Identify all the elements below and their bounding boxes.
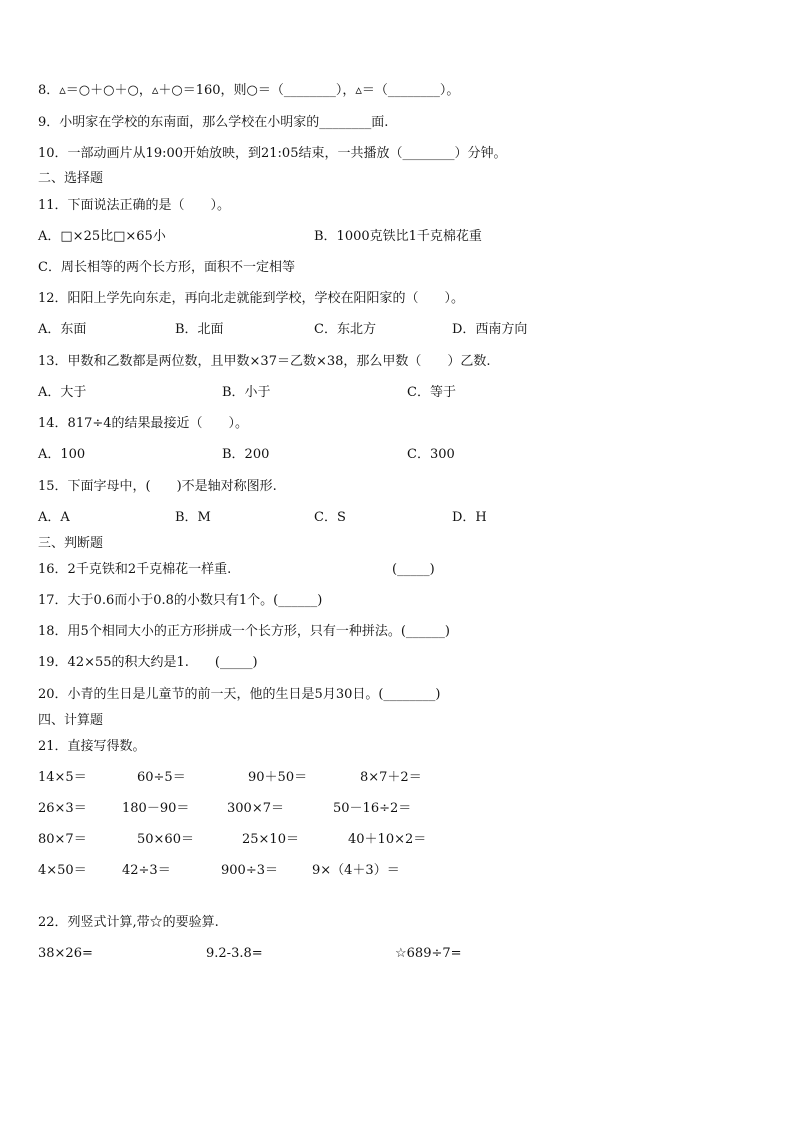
q13-option-a: A．大于	[38, 385, 87, 400]
q14-option-c: C．300	[407, 447, 455, 462]
q13-option-c: C．等于	[407, 385, 456, 400]
q15-option-d: D．H	[452, 510, 487, 525]
question-9: 9．小明家在学校的东南面，那么学校在小明家的________面.	[38, 115, 389, 130]
calc-item: 42÷3＝	[122, 863, 171, 878]
calc-item: 9×（4＋3）＝	[312, 863, 400, 878]
vertical-calc-item: 38×26=	[38, 946, 93, 961]
calc-item: 26×3＝	[38, 801, 87, 816]
question-21: 21．直接写得数。	[38, 739, 146, 754]
q11-option-a: A．□×25比□×65小	[38, 229, 166, 244]
q11-option-b: B．1000克铁比1千克棉花重	[314, 229, 482, 244]
vertical-calc-item: ☆689÷7=	[395, 946, 462, 961]
calc-item: 80×7＝	[38, 832, 87, 847]
calc-item: 14×5＝	[38, 770, 87, 785]
question-15: 15．下面字母中，( )不是轴对称图形.	[38, 479, 277, 494]
question-14: 14．817÷4的结果最接近（ ）。	[38, 416, 249, 431]
q14-option-a: A．100	[38, 447, 86, 462]
q13-option-b: B．小于	[222, 385, 271, 400]
question-20: 20．小青的生日是儿童节的前一天，他的生日是5月30日。(________)	[38, 687, 441, 702]
question-18: 18．用5个相同大小的正方形拼成一个长方形，只有一种拼法。(______)	[38, 624, 450, 639]
calc-item: 50－16÷2＝	[333, 801, 412, 816]
calc-item: 4×50＝	[38, 863, 87, 878]
q15-option-c: C．S	[314, 510, 346, 525]
section-heading-choice: 二、选择题	[38, 171, 104, 186]
section-heading-judgement: 三、判断题	[38, 536, 104, 551]
q15-option-a: A．A	[38, 510, 70, 525]
q12-option-d: D．西南方向	[452, 322, 528, 337]
question-12: 12．阳阳上学先向东走，再向北走就能到学校，学校在阳阳家的（ ）。	[38, 291, 465, 306]
question-19: 19．42×55的积大约是1. (_____)	[38, 655, 258, 670]
question-11: 11．下面说法正确的是（ ）。	[38, 198, 231, 213]
q14-option-b: B．200	[222, 447, 270, 462]
calc-item: 25×10＝	[242, 832, 299, 847]
question-16: 16．2千克铁和2千克棉花一样重.	[38, 562, 232, 577]
question-22: 22．列竖式计算,带☆的要验算.	[38, 915, 219, 930]
q12-option-b: B．北面	[175, 322, 224, 337]
calc-item: 8×7＋2＝	[360, 770, 422, 785]
q12-option-c: C．东北方	[314, 322, 376, 337]
question-10: 10．一部动画片从19:00开始放映，到21:05结束，一共播放（________）分钟。	[38, 146, 507, 161]
calc-item: 40＋10×2＝	[348, 832, 427, 847]
question-17: 17．大于0.6而小于0.8的小数只有1个。(______)	[38, 593, 323, 608]
calc-item: 300×7＝	[227, 801, 284, 816]
calc-item: 60÷5＝	[137, 770, 186, 785]
vertical-calc-item: 9.2-3.8=	[206, 946, 263, 961]
calc-item: 50×60＝	[137, 832, 194, 847]
calc-item: 180－90＝	[122, 801, 190, 816]
q12-option-a: A．东面	[38, 322, 87, 337]
q11-option-c: C．周长相等的两个长方形，面积不一定相等	[38, 260, 295, 275]
question-8: 8．▵＝○＋○＋○，▵＋○＝160，则○＝（________），▵＝（________）。	[38, 83, 460, 98]
calc-item: 900÷3＝	[221, 863, 278, 878]
section-heading-calculation: 四、计算题	[38, 713, 104, 728]
calc-item: 90＋50＝	[248, 770, 308, 785]
q15-option-b: B．M	[175, 510, 211, 525]
q16-answer-blank: (_____)	[392, 562, 435, 577]
question-13: 13．甲数和乙数都是两位数，且甲数×37＝乙数×38，那么甲数（ ）乙数.	[38, 354, 491, 369]
